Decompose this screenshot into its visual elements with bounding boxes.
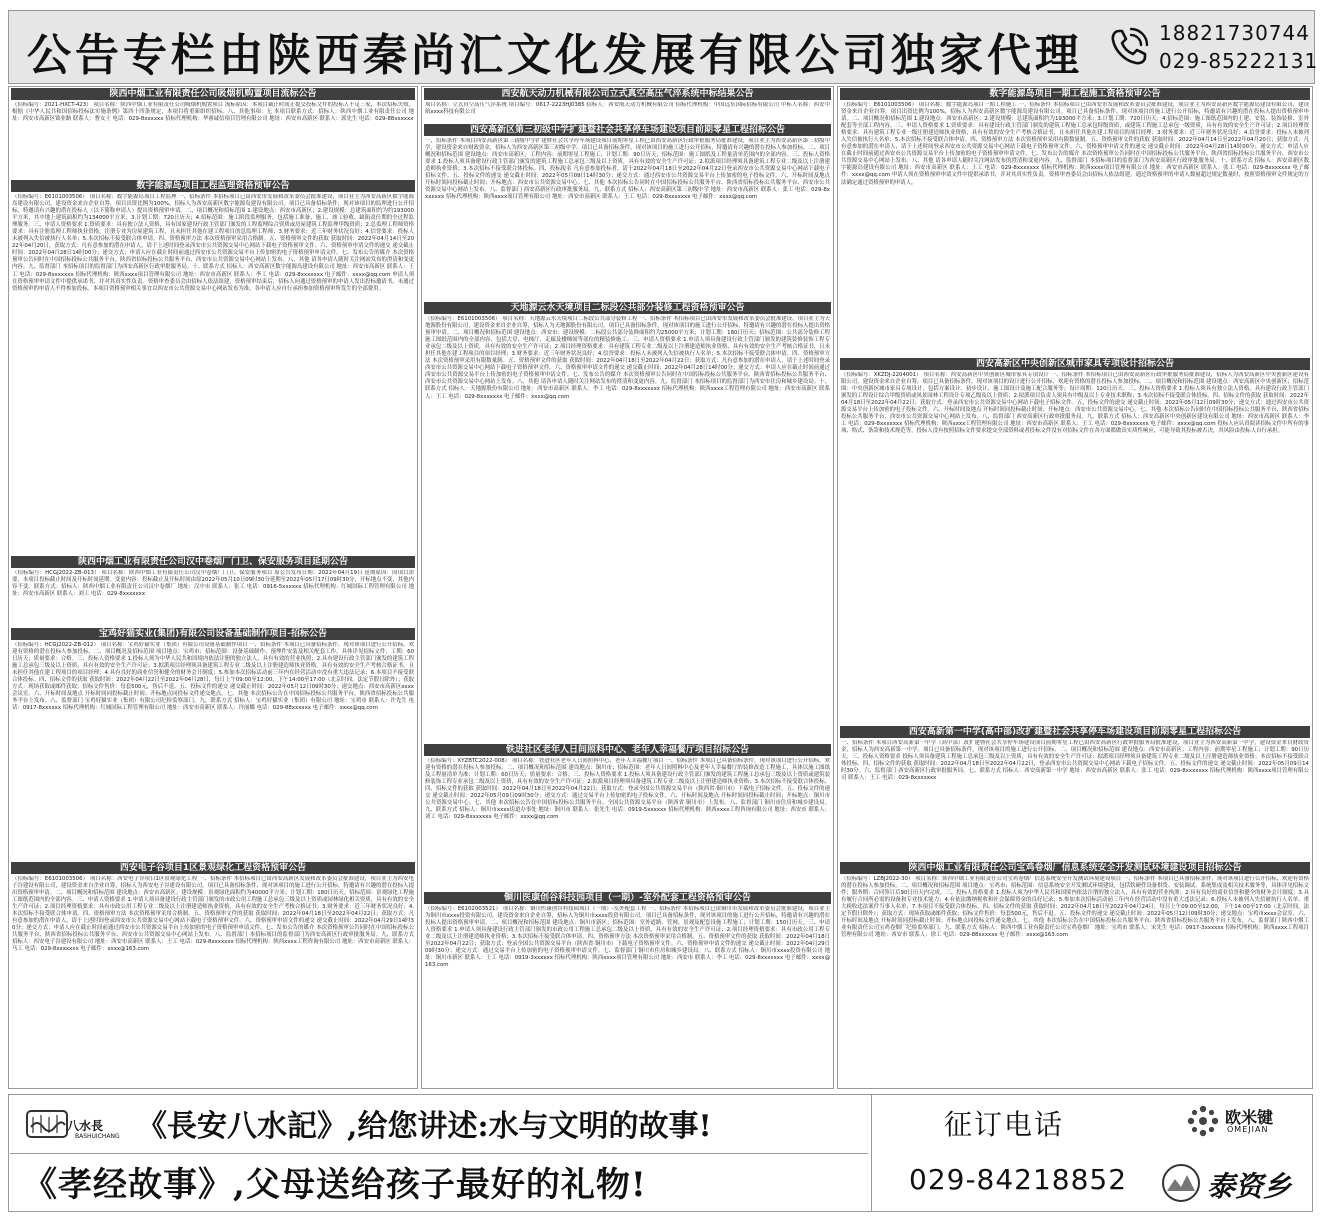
notice-aerospace-quench-award (422, 87, 833, 123)
logo-text: 八水長 (67, 1119, 104, 1133)
notice-body: （招标编号：HCGJ2022-ZB-012） 项目名称：宝鸡好猫实业（集团）有限公司设备基础制作项目 一、招标条件 本项目已具备招标条件，现对该项目进行公开招标，欢迎有资格的潜在投标人参加投标。二、项目概况及招标范围 项目地点：宝鸡市；招标范围：设备基础制作、预埋件安装及相关配套工作，具体详见招标文件；工期：60日历天；质量要求：合格。三、投标人资格要求 1.投标人须为中华人民共和国境内依法注册的独立法人，具有有效的营业执照；2.具有建设行政主管部门颁发的建筑工程施工总承包三级及以上资质，具有有效的安全生产许可证；3.拟派项目经理须具备建筑工程专业二级及以上注册建造师执业资格，具有有效的安全生产考核合格证书，且未担任其他在建工程项目的项目经理；4.具有良好的商业信誉和健全的财务会计制度；5.参加本次招标活动前三年内在经营活动中没有重大违法记录；6.本项目不接受联合体投标。四、招标文件的获取 获取时间：2022年04月22日至2022年04月28日，每日上午09:00至12:00，下午14:00至17:00（北京时间，法定节假日除外）；获取方式：现场获取或邮件获取；招标文件售价：每套500元，售后不退。五、投标文件的递交 递交截止时间：2022年05月12日09时30分；递交地点：西安市高新区xxxx会议室。六、开标时间及地点 开标时间同投标截止时间；开标地点同投标文件递交地点。七、其他 本次招标公告在中国招标投标公共服务平台、陕西省招标投标公共服务平台上发布。八、监督部门 宝鸡好猫实业（集团）有限公司纪检监察部门。九、联系方式 招标人：宝鸡好猫实业（集团）有限公司 地址：宝鸡市 联系人：许先生 电话：0917-8xxxxxx 招标代理机构：红城国际工程管理有限公司 地址：西安市高新区 联系人：许丽娜 电话：029-88xxxxxx 电子邮件：xxxx@qq.com (12, 642, 414, 712)
logo-subtext: BASHUICHANG (75, 1133, 120, 1140)
notice-title: 西安电子谷项目1区景观绿化工程资格预审公告 (11, 862, 415, 874)
notice-body: 项目名称：立式真空高压气淬系统 项目编号：0617-2223HJ0385 招标人：西安航天动力机械有限公司 招标代理机构：中国远东国际招标有限公司 中标人名称：西安中航xxxx科技有限公司 (425, 102, 830, 116)
column-1 (8, 86, 418, 1089)
notice-title: 西安航天动力机械有限公司立式真空高压气淬系统中标结果公告 (424, 88, 831, 100)
notice-title: 西安高新第一中学(高中部)改扩建暨社会共享停车场建设项目前期零星工程招标公告 (840, 726, 1310, 738)
notice-tiejin-elderly-care (422, 743, 833, 891)
notice-shaanxi-tobacco-smoking-machine (9, 87, 417, 179)
notice-title: 陕西中烟工业有限责任公司吸烟机购置项目流标公告 (11, 88, 415, 100)
notice-title: 西安高新区中央创新区城市家具专项设计招标公告 (840, 358, 1310, 370)
notice-energy-island-supervision (9, 179, 417, 555)
notice-body: 一、招标条件 本项目西安高新区第三初级中学扩建暨社会共享停车场建设项目前期零星工程已由西安高新区行政审批服务局批准建设，项目业主为西安高新区第三初级中学，建设资金来自财政资金，招标人为西安高新区第三初级中学。项目已具备招标条件，现对该项目的施工进行公开招标，特邀请有兴趣的潜在投标人参加投标。二、项目概况和招标范围 建设地点：西安市高新区；工程内容：前期零星工程施工；计划工期：90日历天；招标范围：施工图纸及工程量清单范围内的全部内容。三、投标人资格要求 1.投标人须具备建设行政主管部门颁发的建筑工程施工总承包三级及以上资质，具有有效的安全生产许可证；2.拟派项目经理须具备建筑工程专业二级及以上注册建造师执业资格；3.本次招标不接受联合体投标。四、投标报名 凡有意参加投标者，请于2022年04月18日至2022年04月22日登录西安市公共资源交易中心网站下载电子招标文件。五、投标文件的递交 递交截止时间：2022年05月09日14时30分；递交方式：通过西安市公共资源交易平台上传加密的电子投标文件。六、开标时间及地点 开标时间同投标截止时间；开标地点：西安市公共资源交易中心。七、其他 本次招标公告同时在中国招标投标公共服务平台、陕西省招标投标公共服务平台、西安市公共资源交易中心网站上发布。八、监督部门 西安高新区行政审批服务局。九、联系方式 招标人：西安高新区第三初级中学 地址：西安市高新区 联系人：张工 电话：029-8xxxxxxx 招标代理机构：陕西xxxx项目管理有限公司 地址：西安市高新区 联系人：王工 电话：029-8xxxxxxx 电子邮件：xxxx@qq.com (425, 138, 830, 201)
notice-body: （招标编号：HCGJ2022-ZB-013） 项目名称：陕西中烟工业有限责任公司汉中卷烟厂门卫、保安服务项目 原公告发布日期：2022年04月19日 延期原因：因项目需要，本项目投标截止时间及开标时间延期。变更内容：投标截止及开标时间由原2022年05月10日09时30分延期至2022年05月17日09时30分，开标地点不变，其他内容不变。联系方式：招标人：陕西中烟工业有限责任公司汉中卷烟厂 地址：汉中市 联系人：张工 电话：0916-5xxxxxx 招标代理机构：红城国际工程管理有限公司 地址：西安市高新区 联系人：刘工 电话：029-8xxxxxxx (12, 570, 414, 598)
notice-baoji-equipment-foundation (9, 627, 417, 861)
notice-title: 西安高新区第三初级中学扩建暨社会共享停车场建设项目前期零星工程招标公告 (424, 124, 831, 136)
notice-body: 一、招标条件 本项目西安高新第一中学（高中部）改扩建暨社会共享停车场建设项目前期零星工程已由西安高新区行政审批服务局批准建设，项目业主为西安高新第一中学，建设资金来自财政资金，招标人为西安高新第一中学。项目已具备招标条件，现对该项目的施工进行公开招标。二、项目概况和招标范围 建设地点：西安市高新区；工程内容：前期零星工程施工；计划工期：90日历天。三、投标人资格要求 投标人须具备建筑工程施工总承包三级及以上资质，具有有效的安全生产许可证；拟派项目经理须具备建筑工程专业二级及以上注册建造师执业资格；本次招标不接受联合体投标。四、招标文件的获取 获取时间：2022年04月18日至2022年04月22日，登录西安市公共资源交易中心网站下载电子招标文件。五、投标文件的递交 递交截止时间：2022年05月09日14时30分。六、监督部门 西安高新区行政审批服务局。七、联系方式 招标人：西安高新第一中学 地址：西安市高新区 联系人：张工 电话：029-8xxxxxxx 招标代理机构：陕西xxxx项目管理有限公司 联系人：王工 电话：029-8xxxxxxx (841, 740, 1309, 782)
notice-tiandiyuan-decoration (422, 301, 833, 743)
notice-central-innovation-furniture (838, 357, 1312, 725)
notice-electronic-valley-landscape (9, 861, 417, 1089)
notice-body: （招标编号：E6102003521） 项目名称：铜川医康创谷科技园项目（一期）-室外配套工程 一、招标条件 本招标项目已由铜川市发展和改革委员会批准建设，项目业主为铜川市xxxx投资有限公司，建设资金来自企业自筹，招标人为铜川市xxxx投资有限公司。项目已具备招标条件，现对该项目的施工进行公开招标，特邀请有兴趣的潜在投标人提出资格预审申请。二、项目概况和招标范围 建设地点：铜川市新区；招标范围：室外道路、管网、景观及配套设施工程施工；计划工期：150日历天。三、申请人资格要求 1.申请人须具备建设行政主管部门颁发的市政公用工程施工总承包二级及以上资质，具有有效的安全生产许可证；2.项目经理资格要求：具有市政公用工程专业二级及以上注册建造师执业资格；3.本次招标不接受联合体申请。四、资格预审方法 本次资格预审采用合格制。五、资格预审文件的获取 获取时间：2022年04月18日至2022年04月22日；获取方式：登录全国公共资源交易平台（陕西省·铜川市）下载电子资格预审文件。六、资格预审申请文件的递交 递交截止时间：2022年04月29日09时30分；递交方式：通过交易平台上传加密的电子资格预审申请文件。七、监督部门 铜川市住房和城乡建设局。八、联系方式 招标人：铜川市xxxx投资有限公司 地址：铜川市新区 联系人：王工 电话：0919-3xxxxxx 招标代理机构：陕西xxxx项目管理有限公司 地址：西安市 联系人：李工 电话：029-8xxxxxxx 电子邮件：xxxx@163.com (425, 906, 830, 969)
notice-title: 数字能源岛项目工程监理资格预审公告 (11, 180, 415, 192)
notice-body: （招标编号：2021-HXCT-423） 项目名称：陕西中烟工业有限责任公司吸烟机购置项目 流标原因：本项目截止时间止提交投标文件的投标人不足三家，本次招标失败。根据《中华人民共和国招标投标法实施条例》第四十四条规定，本项目将重新组织招标。八、其他事项：无 本项目联系方式：招标人：陕西中烟工业有限责任公司 地址：西安市高新区锦业路 联系人：曹女士 电话：029-8xxxxxx 招标代理机构：华睿诚信项目管理有限公司 地址：西安市高新区 联系人：郭先生 电话：029-88xxxxxx (12, 102, 414, 123)
notice-title: 陕西中烟工业有限责任公司宝鸡卷烟厂信息系统安全开发测试环境建设项目招标公告 (840, 862, 1310, 874)
header-banner (8, 10, 1319, 84)
subscribe-title: 征订电话 (944, 1108, 1065, 1141)
ad-slogan-bashui: 《長安八水記》,给您讲述:水与文明的故事! (137, 1109, 712, 1144)
header-phone-landline: 029-85222131 (1159, 49, 1319, 73)
brand-taizixiang-name: 泰资乡 (1207, 1170, 1292, 1203)
brand-omejian-sub: OMEJIAN (1227, 1125, 1269, 1134)
notice-body: （招标编号：XYZBTC2022-008） 项目名称：铁进社区老年人日间照料中心、老年人幸福餐厅项目 一、招标条件 本项目已具备招标条件，现对该项目进行公开招标，欢迎有资格的潜在投标人参加投标。二、项目概况和招标范围 建设地点：铜川市；招标范围：老年人日间照料中心及老年人幸福餐厅的装修改造工程施工，具体以施工图纸及工程量清单为准；计划工期：60日历天；质量要求：合格。三、投标人资格要求 1.投标人须具备建设行政主管部门颁发的建筑工程施工总承包三级及以上资质或建筑装修装饰工程专业承包二级及以上资质，具有有效的安全生产许可证；2.拟派项目经理须具备建筑工程专业二级及以上注册建造师执业资格；3.本次招标不接受联合体投标。四、招标文件的获取 获取时间：2022年04月18日至2022年04月22日；获取方式：登录全国公共资源交易平台（陕西省·铜川市）下载电子招标文件。五、投标文件的递交 递交截止时间：2022年05月09日09时30分；递交方式：通过交易平台上传加密的电子投标文件。六、开标时间及地点 开标时间同投标截止时间；开标地点：铜川市公共资源交易中心。七、其他 本次招标公告在中国招标投标公共服务平台、全国公共资源交易平台（陕西省·铜川市）上发布。八、监督部门 铜川市住房和城乡建设局。九、联系方式 招标人：铜川市xxxx街道办事处 地址：铜川市 联系人：张先生 电话：0919-5xxxxxx 招标代理机构：陕西xxxx工程咨询有限公司 地址：西安市 联系人：刘工 电话：029-8xxxxxxx 电子邮件：xxxx@qq.com (425, 758, 830, 821)
header-phone-mobile: 18821730744 (1159, 21, 1310, 45)
subscribe-phone: 029-84218852 (909, 1163, 1128, 1196)
ad-divider (10, 1153, 868, 1154)
notice-tongchuan-medical-park (422, 891, 833, 1089)
notice-title: 铜川医康创谷科技园项目（一期）-室外配套工程资格预审公告 (424, 892, 831, 904)
notice-title: 天地源云水天境项目二标段公共部分装修工程资格预审公告 (424, 302, 831, 314)
column-3 (837, 86, 1313, 1089)
header-title: 公告专栏由陕西秦尚汇文化发展有限公司独家代理 (27, 30, 1083, 81)
notice-body: （招标编号：E6101003506） 项目名称：天地源云水天境项目二标段公共部分装修工程 一、招标条件 本招标项目已由西安市发展和改革委员会批准建设，项目业主为天地源股份有限公司，建设资金来自企业自筹，招标人为天地源股份有限公司。项目已具备招标条件，现对该项目的施工进行公开招标，特邀请有兴趣的潜在投标人提出资格预审申请。二、项目概况和招标范围 建设地点：西安市；建设规模：二标段公共部分装修面积约为25000平方米；计划工期：180日历天；招标范围：公共部分装修工程施工图纸范围内的全部内容，包括大堂、电梯厅、走廊及楼梯间等部位的精装修施工。三、申请人资格要求 1.申请人须具备建设行政主管部门颁发的建筑装修装饰工程专业承包二级及以上资质，具有有效的安全生产许可证；2.项目经理资格要求：具有建筑工程专业二级及以上注册建造师执业资格，具有有效的安全生产考核合格证书，且未担任其他在建工程项目的项目经理；3.财务要求：近三年财务状况良好；4.信誉要求：投标人未被列入失信被执行人名单；5.本次招标不接受联合体申请。四、资格预审方法 本次资格预审采用有限数量制。五、资格预审文件的获取 获取时间：2022年04月18日至2022年04月22日；获取方式：凡有意参加的潜在申请人，请于上述时间登录西安市公共资源交易中心网站下载电子资格预审文件。六、资格预审申请文件的递交 递交截止时间：2022年04月28日14时00分；递交方式：申请人应在截止时间前通过西安市公共资源交易平台上传加密的电子资格预审申请文件。七、发布公告的媒介 本次资格预审公告同时在中国招标投标公共服务平台、陕西省招标投标公共服务平台、西安市公共资源交易中心网站上发布。八、其他 请各申请人随时关注网站发布的澄清和变更内容。九、监督部门 本招标项目的监督部门为西安市住房和城乡建设局。十、联系方式 招标人：天地源股份有限公司 地址：西安市高新区 联系人：李工 电话：029-8xxxxxxx 招标代理机构：陕西xxxx工程管理有限公司 地址：西安市高新区 联系人：王工 电话：029-8xxxxxxx 电子邮件：xxxx@qq.com (425, 316, 830, 400)
brand-omejian-name: 欧米键 (1225, 1108, 1274, 1127)
notice-third-middle-school-parking (422, 123, 833, 301)
notice-hanzhong-security-delay (9, 555, 417, 627)
notice-title: 陕西中烟工业有限责任公司汉中卷烟厂门卫、保安服务项目延期公告 (11, 556, 415, 568)
notice-body: （招标编号：XKZDJ-2204001） 项目名称：西安高新区中央创新区城市家具专项设计 一、招标条件 本招标项目已由西安高新区行政审批服务局批准建设，招标人为西安高新区中央创新区建设有限公司，建设资金来自企业自筹。项目已具备招标条件，现对该项目的设计进行公开招标，欢迎有资格的潜在投标人参加投标。二、项目概况和招标范围 建设地点：西安高新区中央创新区；招标范围：中央创新区城市家具专项设计，包括方案设计、初步设计、施工图设计及施工配合服务等；设计周期：120日历天。三、投标人资格要求 1.投标人须具有独立法人资格，具有建设行政主管部门颁发的工程设计综合甲级资质或风景园林工程设计专项乙级及以上资质；2.拟派项目负责人须具有中级及以上专业技术职称；3.本次招标不接受联合体投标。四、招标文件的获取 获取时间：2022年04月18日至2022年04月22日；获取方式：登录西安市公共资源交易中心网站下载电子招标文件。五、投标文件的递交 递交截止时间：2022年05月12日09时30分；递交方式：通过西安市公共资源交易平台上传加密的电子投标文件。六、开标时间及地点 开标时间同投标截止时间；开标地点：西安市公共资源交易中心。七、其他 本次招标公告同时在中国招标投标公共服务平台、陕西省招标投标公共服务平台、西安市公共资源交易中心网站上发布。八、监督部门 西安高新区行政审批服务局。九、联系方式 招标人：西安高新区中央创新区建设有限公司 地址：西安市高新区 联系人：李工 电话：029-8xxxxxxx 招标代理机构：陕西xxxx工程管理有限公司 地址：西安市高新区 联系人：王工 电话：029-8xxxxxxx 电子邮件：xxxx@qq.com 投标人应认真阅读招标文件中所有的事项、格式、条款和技术规范等，投标人没有按照招标文件要求提交全部资料或者投标文件没有对招标文件在各方面都做出实质性响应，可能导致其投标被否决，其风险由投标人自行承担。 (841, 372, 1309, 435)
notice-body: （招标编号：LZBJ2022-30） 项目名称：陕西中烟工业有限责任公司宝鸡卷烟厂信息系统安全开发测试环境建设项目 一、招标条件 本项目已具备招标条件，现对该项目进行公开招标，欢迎有资格的潜在投标人参加投标。二、项目概况和招标范围 项目地点：宝鸡市；招标范围：信息系统安全开发测试环境建设，包括软硬件设备供货、安装调试、系统集成及相关技术服务等，具体详见招标文件；服务期：合同签订后90日历天内完成。三、投标人资格要求 1.投标人须为中华人民共和国境内依法注册的独立法人，具有有效的营业执照；2.具有良好的商业信誉和健全的财务会计制度；3.具有履行合同所必需的设备和专业技术能力；4.有依法缴纳税收和社会保障资金的良好记录；5.参加本次招标活动前三年内在经营活动中没有重大违法记录；6.投标人未被列入失信被执行人名单、重大税收违法案件当事人名单；7.本项目不接受联合体投标。四、招标文件的获取 获取时间：2022年04月18日至2022年04月24日，每日上午09:00至12:00，下午14:00至17:00（北京时间，法定节假日除外）；获取方式：现场获取或邮件获取；招标文件售价：每套500元，售后不退。五、投标文件的递交 递交截止时间：2022年05月12日09时30分；递交地点：宝鸡市xxxx会议室。六、开标时间及地点 开标时间同投标截止时间；开标地点同投标文件递交地点。七、其他 本次招标公告在中国招标投标公共服务平台、陕西省招标投标公共服务平台上发布。八、监督部门 陕西中烟工业有限责任公司宝鸡卷烟厂纪检监察部门。九、联系方式 招标人：陕西中烟工业有限责任公司宝鸡卷烟厂 地址：宝鸡市 联系人：宋先生 电话：0917-3xxxxxx 招标代理机构：陕西xxxx工程项目管理有限公司 地址：西安市 联系人：徐工 电话：029-88xxxxxx 电子邮件：xxxx@163.com (841, 876, 1309, 939)
notice-body: （招标编号：E6101003506） 项目名称：数字能源岛项目一期工程施工 一、招标条件 本招标项目已由西安市发展和改革委员会批准建设，项目业主为西安高新区数字能源岛建设有限公司，建设资金来自企业自筹，项目出资比例为100%，招标人为西安高新区数字能源岛建设有限公司。项目已具备招标条件，现对该项目的施工进行公开招标，特邀请有兴趣的潜在投标人提出资格预审申请。二、项目概况和招标范围 1.建设地点：西安市高新区；2.建设规模：总建筑面积约为193000平方米；3.计划工期：720日历天；4.招标范围：施工图纸范围内的土建、安装、装饰装修、室外配套等全部工程内容。三、申请人资格要求 1.资质要求：具有建设行政主管部门颁发的建筑工程施工总承包特级资质，或建筑工程施工总承包一级资质，具有有效的安全生产许可证；2.项目经理资格要求：具有建筑工程专业一级注册建造师执业资格，具有有效的安全生产考核合格证书，且未担任其他在建工程项目的项目经理；3.财务要求：近三年财务状况良好；4.信誉要求：投标人未被列入失信被执行人名单；5.本次招标不接受联合体申请。四、资格预审方法 本次资格预审采用有限数量制。五、资格预审文件的获取 获取时间：2022年04月14日至2022年04月20日；获取方式：凡有意参加的潜在申请人，请于上述时间登录西安市公共资源交易中心网站下载电子资格预审文件。六、资格预审申请文件的递交 递交截止时间：2022年04月28日14时00分；递交方式：申请人应在截止时间前通过西安市公共资源交易平台上传加密的电子资格预审申请文件。七、发布公告的媒介 本次资格预审公告同时在中国招标投标公共服务平台、陕西省招标投标公共服务平台、西安市公共资源交易中心网站上发布。八、其他 请各申请人随时关注网站发布的澄清和变更内容。九、监督部门 本招标项目的监督部门为西安高新区行政审批服务局。十、联系方式 招标人：西安高新区数字能源岛建设有限公司 地址：西安市高新区 联系人：王工 电话：029-8xxxxxxx 招标代理机构：陕西xxxx项目管理有限公司 地址：西安市高新区 联系人：张工 电话：029-8xxxxxxx 电子邮件：xxxx@qq.com 申请人须在资格预审申请文件中提供承诺书，并对其真实性负责。资格审查委员会由招标人依法组建，通过资格预审的申请人数量超过规定数量时，按照资格预审文件规定的方法确定通过资格预审的申请人。 (841, 102, 1309, 186)
ad-slogan-xiaojing: 《孝经故事》,父母送给孩子最好的礼物! (23, 1165, 647, 1205)
notice-first-high-school-parking (838, 725, 1312, 861)
announcement-columns (8, 86, 1313, 1089)
notice-title: 铁进社区老年人日间照料中心、老年人幸福餐厅项目招标公告 (424, 744, 831, 756)
phone-icon (1107, 25, 1151, 69)
notice-baoji-security-test-env (838, 861, 1312, 1089)
notice-body: （招标编号：E6101003506） 项目名称：数字能源岛项目工程监理 一、招标条件 本招标项目已由西安市发展和改革委员会批准建设，项目业主为西安高新区数字能源岛建设有限公司，建设资金来自企业自筹，项目出资比例为100%，招标人为西安高新区数字能源岛建设有限公司。项目已具备招标条件，现对该项目的监理进行公开招标，特邀请有兴趣的潜在投标人（以下简称申请人）提出资格预审申请。二、项目概况和招标范围 1.建设地点：西安市高新区；2.建设规模：总建筑面积约为约193000平方米，其中地上建筑面积约为134000平方米；3.计划工期：720日历天；4.招标范围：施工阶段监理服务，包括施工准备、施工、竣工验收、缺陷责任期的全过程监理服务。三、申请人资格要求 1.资质要求：具有独立法人资格，具有国家建设行政主管部门颁发的工程监理综合资质或房屋建筑工程监理甲级资质；2.总监理工程师资格要求：具有注册监理工程师执业资格，注册专业为房屋建筑工程，且未担任其他在建工程项目的总监理工程师；3.财务要求：近三年财务状况良好；4.信誉要求：投标人未被列入失信被执行人名单；5.本次招标不接受联合体申请。四、资格预审方法 本次资格预审采用合格制。五、资格预审文件的获取 获取时间：2022年04月14日至2022年04月20日，获取方式：凡有意参加的潜在申请人，请于上述时间登录西安市公共资源交易中心网站下载电子资格预审文件。六、资格预审申请文件的递交 递交截止时间：2022年04月28日14时00分；递交方式：申请人应在截止时间前通过西安市公共资源交易平台上传加密的电子资格预审申请文件。七、发布公告的媒介 本次资格预审公告同时在中国招标投标公共服务平台、陕西省招标投标公共服务平台、西安市公共资源交易中心网站上发布。八、其他 请各申请人随时关注网站发布的澄清和变更内容。九、监督部门 本招标项目的监督部门为西安高新区行政审批服务局。十、联系方式 招标人：西安高新区数字能源岛建设有限公司 地址：西安市高新区 联系人：王工 电话：029-8xxxxxxx 招标代理机构：陕西xxxx项目管理有限公司 地址：西安市高新区 联系人：李工 电话：029-8xxxxxxx 电子邮件：xxxx@qq.com 申请人须在资格预审申请文件中提供承诺书，并对其真实性负责。资格审查委员会由招标人依法组建。资格预审结束后，招标人向通过资格预审的申请人发出投标邀请书。未通过资格预审的申请人不得参加投标。本项目资格预审相关事宜以西安市公共资源交易中心网站发布为准，各申请人应自行承担参加资格预审所发生的全部费用。 (12, 194, 414, 292)
column-2 (421, 86, 834, 1089)
notice-title: 数字能源岛项目一期工程施工资格预审公告 (840, 88, 1310, 100)
omejian-flower-icon (1185, 1103, 1221, 1139)
notice-title: 宝鸡好猫实业(集团)有限公司设备基础制作项目-招标公告 (11, 628, 415, 640)
advertisement-banner (8, 1094, 1313, 1212)
notice-body: （招标编号：E6101003506） 项目名称：西安电子谷项目1区景观绿化工程 一、招标条件 本招标项目已由西安高新区发展和改革委员会批准建设，项目业主为西安电子谷建设有限公司，建设资金来自企业自筹，招标人为西安电子谷建设有限公司。项目已具备招标条件，现对该项目的施工进行公开招标，特邀请有兴趣的潜在投标人提出资格预审申请。二、项目概况和招标范围 建设地点：西安市高新区；建设规模：景观绿化面积约为40000平方米；计划工期：180日历天；招标范围：景观绿化工程施工图纸范围内的全部内容。三、申请人资格要求 1.申请人须具备建设行政主管部门颁发的市政公用工程施工总承包三级及以上资质或园林绿化相关资质，具有有效的安全生产许可证；2.项目经理资格要求：具有市政公用工程专业二级及以上注册建造师执业资格，具有有效的安全生产考核合格证书；3.财务要求：近三年财务状况良好；4.本次招标不接受联合体申请。四、资格预审方法 本次资格预审采用合格制。五、资格预审文件的获取 获取时间：2022年04月18日至2022年04月22日；获取方式：凡有意参加的潜在申请人，请于上述时间登录西安市公共资源交易中心网站下载电子资格预审文件。六、资格预审申请文件的递交 递交截止时间：2022年04月29日14时30分；递交方式：申请人应在截止时间前通过西安市公共资源交易平台上传加密的电子资格预审申请文件。七、发布公告的媒介 本次资格预审公告同时在中国招标投标公共服务平台、陕西省招标投标公共服务平台、西安市公共资源交易中心网站上发布。八、监督部门 本招标项目的监督部门为西安高新区行政审批服务局。九、联系方式 招标人：西安电子谷建设有限公司 地址：西安市高新区 联系人：王工 电话：029-8xxxxxxx 招标代理机构：陕西xxxx工程咨询有限公司 地址：西安市高新区 联系人：马工 电话：029-8xxxxxxx 电子邮件：xxxx@163.com (12, 876, 414, 953)
mountain-seal-icon (1161, 1163, 1201, 1203)
ad-vertical-divider (871, 1095, 872, 1211)
notice-energy-island-construction (838, 87, 1312, 357)
